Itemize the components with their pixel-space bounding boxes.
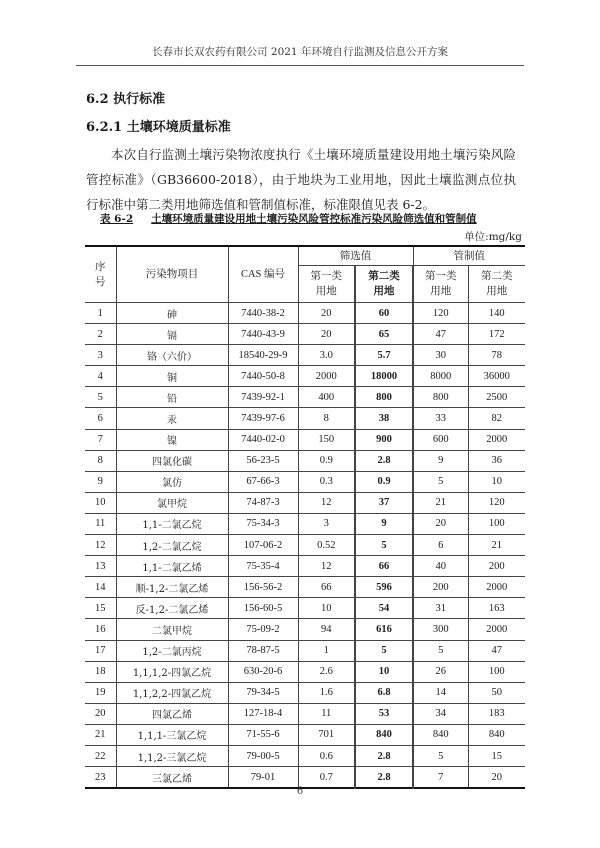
cell-seq: 2	[85, 324, 116, 345]
cell-cas: 67-66-3	[228, 471, 298, 492]
cell-screening-class1: 0.7	[298, 767, 355, 789]
header-cas: CAS 编号	[228, 246, 298, 303]
cell-seq: 16	[85, 619, 116, 640]
table-row	[85, 471, 525, 492]
cell-item: 砷	[116, 303, 228, 324]
cell-seq: 7	[85, 429, 116, 450]
cell-control-class2: 183	[468, 703, 525, 724]
cell-seq: 8	[85, 450, 116, 471]
cell-cas: 7440-38-2	[228, 303, 298, 324]
cell-screening-class1: 8	[298, 408, 355, 429]
cell-item: 1,1,1-三氯乙烷	[116, 724, 228, 745]
cell-item: 四氯化碳	[116, 450, 228, 471]
cell-screening-class2: 840	[355, 724, 413, 745]
cell-screening-class2: 10	[355, 661, 413, 682]
cell-screening-class2: 616	[355, 619, 413, 640]
cell-seq: 19	[85, 682, 116, 703]
cell-screening-class2: 2.8	[355, 767, 413, 789]
cell-control-class2: 15	[468, 745, 525, 766]
cell-item: 镉	[116, 324, 228, 345]
cell-screening-class1: 0.3	[298, 471, 355, 492]
cell-control-class2: 120	[468, 492, 525, 513]
cell-item: 四氯乙烯	[116, 703, 228, 724]
cell-control-class2: 10	[468, 471, 525, 492]
cell-cas: 7440-43-9	[228, 324, 298, 345]
header-control: 管制值	[413, 246, 525, 266]
cell-control-class2: 2000	[468, 429, 525, 450]
cell-control-class2: 100	[468, 661, 525, 682]
cell-control-class2: 172	[468, 324, 525, 345]
table-row	[85, 535, 525, 556]
cell-control-class1: 5	[413, 745, 468, 766]
cell-control-class1: 6	[413, 535, 468, 556]
cell-screening-class2: 65	[355, 324, 413, 345]
standards-table	[85, 245, 525, 789]
cell-item: 氯仿	[116, 471, 228, 492]
cell-seq: 12	[85, 535, 116, 556]
cell-screening-class1: 66	[298, 577, 355, 598]
cell-control-class2: 47	[468, 640, 525, 661]
page-number: 6	[296, 786, 304, 797]
table-row	[85, 303, 525, 324]
cell-control-class2: 140	[468, 303, 525, 324]
running-header: 长春市长双农药有限公司 2021 年环境自行监测及信息公开方案	[76, 44, 524, 66]
cell-cas: 107-06-2	[228, 535, 298, 556]
header-seq: 序 号	[85, 246, 116, 303]
cell-screening-class1: 3.0	[298, 345, 355, 366]
cell-control-class2: 50	[468, 682, 525, 703]
table-row	[85, 429, 525, 450]
cell-screening-class2: 18000	[355, 366, 413, 387]
cell-control-class1: 21	[413, 492, 468, 513]
table-row	[85, 661, 525, 682]
cell-seq: 11	[85, 513, 116, 534]
cell-control-class2: 163	[468, 598, 525, 619]
cell-control-class1: 40	[413, 556, 468, 577]
cell-item: 1,1-二氯乙烷	[116, 513, 228, 534]
cell-cas: 74-87-3	[228, 492, 298, 513]
cell-cas: 156-60-5	[228, 598, 298, 619]
cell-screening-class2: 53	[355, 703, 413, 724]
cell-cas: 78-87-5	[228, 640, 298, 661]
cell-item: 铬（六价）	[116, 345, 228, 366]
cell-control-class2: 36000	[468, 366, 525, 387]
cell-item: 镍	[116, 429, 228, 450]
cell-cas: 75-09-2	[228, 619, 298, 640]
cell-screening-class1: 0.6	[298, 745, 355, 766]
body-paragraph: 本次自行监测土壤污染物浓度执行《土壤环境质量建设用地土壤污染风险管控标准》（GB36600-2018），由于地块为工业用地，因此土壤监测点位执行标准中第二类用地筛选值和管制值标准，标准限值见表 6-2。	[86, 147, 516, 212]
cell-control-class1: 20	[413, 513, 468, 534]
cell-screening-class2: 5.7	[355, 345, 413, 366]
table-unit: 单位:mg/kg	[464, 231, 522, 243]
cell-screening-class1: 12	[298, 492, 355, 513]
cell-item: 1,1,1,2-四氯乙烷	[116, 661, 228, 682]
table-row	[85, 387, 525, 408]
cell-seq: 13	[85, 556, 116, 577]
cell-item: 顺-1,2-二氯乙烯	[116, 577, 228, 598]
cell-cas: 156-56-2	[228, 577, 298, 598]
cell-control-class1: 31	[413, 598, 468, 619]
cell-screening-class1: 20	[298, 324, 355, 345]
table-row	[85, 598, 525, 619]
table-row	[85, 450, 525, 471]
table-row	[85, 492, 525, 513]
cell-seq: 21	[85, 724, 116, 745]
cell-item: 铅	[116, 387, 228, 408]
cell-control-class2: 200	[468, 556, 525, 577]
cell-cas: 18540-29-9	[228, 345, 298, 366]
table-row	[85, 324, 525, 345]
cell-screening-class2: 9	[355, 513, 413, 534]
cell-screening-class1: 2000	[298, 366, 355, 387]
table-row	[85, 703, 525, 724]
table-caption	[100, 211, 520, 226]
cell-control-class1: 200	[413, 577, 468, 598]
cell-control-class1: 8000	[413, 366, 468, 387]
cell-item: 1,1,2,2-四氯乙烷	[116, 682, 228, 703]
cell-seq: 1	[85, 303, 116, 324]
cell-control-class2: 2500	[468, 387, 525, 408]
header-item: 污染物项目	[116, 246, 228, 303]
cell-control-class1: 5	[413, 471, 468, 492]
cell-seq: 18	[85, 661, 116, 682]
table-row	[85, 366, 525, 387]
cell-control-class1: 600	[413, 429, 468, 450]
cell-cas: 7439-97-6	[228, 408, 298, 429]
cell-control-class1: 9	[413, 450, 468, 471]
cell-screening-class2: 900	[355, 429, 413, 450]
cell-screening-class1: 0.52	[298, 535, 355, 556]
cell-item: 1,2-二氯丙烷	[116, 640, 228, 661]
cell-control-class1: 47	[413, 324, 468, 345]
cell-control-class1: 300	[413, 619, 468, 640]
cell-item: 铜	[116, 366, 228, 387]
cell-screening-class2: 2.8	[355, 450, 413, 471]
cell-seq: 23	[85, 767, 116, 789]
table-row	[85, 619, 525, 640]
cell-control-class2: 840	[468, 724, 525, 745]
cell-screening-class2: 2.8	[355, 745, 413, 766]
cell-screening-class2: 54	[355, 598, 413, 619]
cell-screening-class1: 0.9	[298, 450, 355, 471]
cell-item: 1,1,2-三氯乙烷	[116, 745, 228, 766]
cell-screening-class1: 150	[298, 429, 355, 450]
table-row	[85, 577, 525, 598]
cell-screening-class2: 60	[355, 303, 413, 324]
table-row	[85, 745, 525, 766]
table-row	[85, 345, 525, 366]
cell-screening-class1: 1	[298, 640, 355, 661]
cell-control-class2: 20	[468, 767, 525, 789]
header-screening-class1: 第一类 用地	[298, 266, 355, 303]
table-caption-title: 土壤环境质量建设用地土壤污染风险管控标准污染风险筛选值和管制值	[151, 213, 477, 225]
cell-seq: 9	[85, 471, 116, 492]
cell-seq: 6	[85, 408, 116, 429]
cell-cas: 127-18-4	[228, 703, 298, 724]
cell-item: 1,1-二氯乙烯	[116, 556, 228, 577]
cell-control-class1: 840	[413, 724, 468, 745]
cell-screening-class1: 400	[298, 387, 355, 408]
cell-cas: 7440-50-8	[228, 366, 298, 387]
cell-control-class1: 33	[413, 408, 468, 429]
cell-screening-class2: 800	[355, 387, 413, 408]
cell-control-class2: 21	[468, 535, 525, 556]
cell-screening-class2: 37	[355, 492, 413, 513]
cell-item: 二氯甲烷	[116, 619, 228, 640]
cell-screening-class2: 0.9	[355, 471, 413, 492]
cell-control-class2: 2000	[468, 619, 525, 640]
cell-control-class2: 36	[468, 450, 525, 471]
cell-control-class2: 78	[468, 345, 525, 366]
table-row	[85, 556, 525, 577]
cell-control-class2: 82	[468, 408, 525, 429]
cell-seq: 15	[85, 598, 116, 619]
cell-screening-class2: 6.8	[355, 682, 413, 703]
cell-screening-class1: 20	[298, 303, 355, 324]
cell-control-class1: 30	[413, 345, 468, 366]
cell-cas: 75-34-3	[228, 513, 298, 534]
cell-seq: 17	[85, 640, 116, 661]
header-control-class2: 第二类 用地	[468, 266, 525, 303]
cell-cas: 630-20-6	[228, 661, 298, 682]
cell-screening-class1: 3	[298, 513, 355, 534]
cell-seq: 20	[85, 703, 116, 724]
header-control-class1: 第一类 用地	[413, 266, 468, 303]
table-row	[85, 724, 525, 745]
cell-screening-class1: 10	[298, 598, 355, 619]
cell-seq: 4	[85, 366, 116, 387]
cell-control-class1: 5	[413, 640, 468, 661]
cell-control-class1: 34	[413, 703, 468, 724]
cell-screening-class2: 38	[355, 408, 413, 429]
section-heading: 6.2 执行标准	[86, 92, 166, 107]
table-row	[85, 408, 525, 429]
cell-cas: 56-23-5	[228, 450, 298, 471]
cell-screening-class2: 66	[355, 556, 413, 577]
cell-control-class2: 2000	[468, 577, 525, 598]
cell-cas: 7440-02-0	[228, 429, 298, 450]
cell-item: 反-1,2-二氯乙烯	[116, 598, 228, 619]
cell-control-class1: 120	[413, 303, 468, 324]
cell-seq: 14	[85, 577, 116, 598]
cell-seq: 3	[85, 345, 116, 366]
cell-screening-class1: 94	[298, 619, 355, 640]
cell-cas: 79-01	[228, 767, 298, 789]
cell-item: 汞	[116, 408, 228, 429]
cell-seq: 5	[85, 387, 116, 408]
cell-item: 氯甲烷	[116, 492, 228, 513]
cell-control-class2: 100	[468, 513, 525, 534]
cell-control-class1: 26	[413, 661, 468, 682]
table-body	[85, 303, 525, 789]
table-row	[85, 682, 525, 703]
table-row	[85, 640, 525, 661]
cell-screening-class1: 11	[298, 703, 355, 724]
cell-seq: 10	[85, 492, 116, 513]
table-row	[85, 513, 525, 534]
cell-cas: 71-55-6	[228, 724, 298, 745]
cell-screening-class1: 2.6	[298, 661, 355, 682]
header-screening: 筛选值	[298, 246, 413, 266]
header-screening-class2: 第二类 用地	[355, 266, 413, 303]
cell-seq: 22	[85, 745, 116, 766]
table-row	[85, 767, 525, 789]
cell-control-class1: 800	[413, 387, 468, 408]
cell-screening-class1: 1.6	[298, 682, 355, 703]
cell-screening-class2: 596	[355, 577, 413, 598]
cell-screening-class2: 5	[355, 640, 413, 661]
cell-item: 1,2-二氯乙烷	[116, 535, 228, 556]
cell-screening-class1: 12	[298, 556, 355, 577]
table-caption-number: 表 6-2	[100, 213, 134, 225]
cell-cas: 7439-92-1	[228, 387, 298, 408]
cell-cas: 79-34-5	[228, 682, 298, 703]
subsection-heading: 6.2.1 土壤环境质量标准	[86, 120, 231, 135]
cell-item: 三氯乙烯	[116, 767, 228, 789]
cell-screening-class1: 701	[298, 724, 355, 745]
cell-screening-class2: 5	[355, 535, 413, 556]
cell-cas: 79-00-5	[228, 745, 298, 766]
cell-control-class1: 14	[413, 682, 468, 703]
cell-cas: 75-35-4	[228, 556, 298, 577]
cell-control-class1: 7	[413, 767, 468, 789]
